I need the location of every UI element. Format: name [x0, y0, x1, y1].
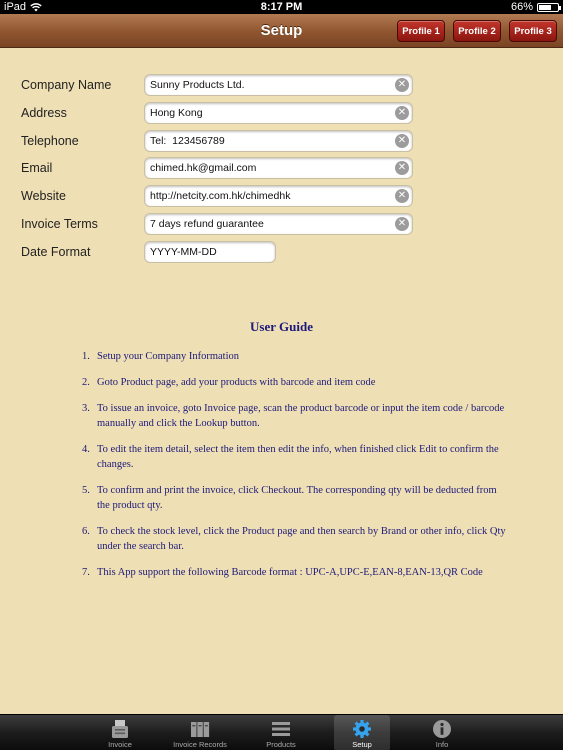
- profile-2-button[interactable]: Profile 2: [453, 20, 501, 42]
- address-label: Address: [21, 106, 67, 120]
- tab-setup[interactable]: [334, 715, 390, 750]
- telephone-value: Tel: 123456789: [150, 135, 225, 147]
- company-name-value: Sunny Products Ltd.: [150, 79, 245, 91]
- invoice-terms-field[interactable]: [144, 213, 413, 235]
- list-item: 1. Setup your Company Information: [82, 351, 240, 362]
- guide-item-text: To confirm and print the invoice, click Checkout. The corresponding qty will be deducted from the product qty.: [97, 485, 497, 511]
- invoice-terms-value: 7 days refund guarantee: [150, 218, 264, 230]
- list-item: 5. To confirm and print the invoice, click Checkout. The corresponding qty will be deducted from the product qty.: [82, 485, 497, 511]
- address-field[interactable]: [144, 102, 413, 124]
- guide-item-text: To edit the item detail, select the item then edit the info, when finished click Edit to confirm the changes.: [97, 444, 499, 470]
- profile-3-button[interactable]: Profile 3: [509, 20, 557, 42]
- clear-icon[interactable]: ✕: [395, 161, 409, 175]
- email-row: [0, 156, 563, 180]
- battery-level: [539, 5, 551, 10]
- company-name-field[interactable]: [144, 74, 413, 96]
- telephone-label: Telephone: [21, 134, 79, 148]
- telephone-field[interactable]: [144, 130, 413, 152]
- tab-invoice[interactable]: [92, 715, 148, 750]
- device-name: iPad: [4, 1, 27, 13]
- list-item: 6. To check the stock level, click the Product page and then search by Brand or other info, click Qty under the search bar.: [82, 526, 506, 552]
- user-guide-title: User Guide: [250, 319, 313, 334]
- website-label: Website: [21, 189, 66, 203]
- guide-item-text: This App support the following Barcode format : UPC-A,UPC-E,EAN-8,EAN-13,QR Code: [97, 567, 483, 578]
- tab-label: Invoice: [108, 740, 132, 749]
- clear-icon[interactable]: ✕: [395, 217, 409, 231]
- status-bar: [0, 0, 563, 14]
- invoice-terms-label: Invoice Terms: [21, 217, 98, 231]
- list-item: 4. To edit the item detail, select the item then edit the info, when finished click Edit to confirm the changes.: [82, 444, 499, 470]
- gear-icon: [352, 719, 372, 739]
- tab-invoice-records[interactable]: [172, 715, 228, 750]
- invoice-terms-row: [0, 212, 563, 236]
- profile-1-button[interactable]: Profile 1: [397, 20, 445, 42]
- company-name-row: [0, 73, 563, 97]
- battery-percent: 66%: [510, 1, 533, 13]
- telephone-row: [0, 129, 563, 153]
- tab-label: Setup: [352, 740, 372, 749]
- tab-bar: [0, 714, 563, 750]
- website-field[interactable]: [144, 185, 413, 207]
- clear-icon[interactable]: ✕: [395, 78, 409, 92]
- records-icon: [190, 719, 210, 739]
- clear-icon[interactable]: ✕: [395, 189, 409, 203]
- date-format-field[interactable]: [144, 241, 276, 263]
- list-item: 3. To issue an invoice, goto Invoice page, scan the product barcode or input the item code / barcode manually and click the Lookup button.: [82, 403, 505, 429]
- date-format-value: YYYY-MM-DD: [150, 246, 217, 258]
- date-format-label: Date Format: [21, 245, 91, 259]
- invoice-icon: [110, 719, 130, 739]
- email-field[interactable]: [144, 157, 413, 179]
- page-title: Setup: [260, 22, 303, 39]
- tab-label: Products: [266, 740, 296, 749]
- list-item: 7. This App support the following Barcode format : UPC-A,UPC-E,EAN-8,EAN-13,QR Code: [82, 567, 483, 578]
- user-guide-list: [78, 349, 508, 591]
- status-time: 8:17 PM: [260, 1, 303, 13]
- address-value: Hong Kong: [150, 107, 203, 119]
- info-icon: [432, 719, 452, 739]
- guide-item-text: Setup your Company Information: [97, 351, 240, 362]
- guide-item-text: Goto Product page, add your products with barcode and item code: [97, 377, 376, 388]
- clear-icon[interactable]: ✕: [395, 106, 409, 120]
- guide-item-text: To check the stock level, click the Product page and then search by Brand or other info, click Qty under the search bar.: [97, 526, 506, 552]
- battery-icon: [537, 3, 559, 12]
- email-label: Email: [21, 161, 53, 175]
- tab-label: Info: [435, 740, 449, 749]
- tab-products[interactable]: [253, 715, 309, 750]
- address-row: [0, 101, 563, 125]
- date-format-row: [0, 240, 563, 264]
- products-icon: [271, 719, 291, 739]
- tab-label: Invoice Records: [173, 740, 227, 749]
- nav-bar: [0, 14, 563, 48]
- website-value: http://netcity.com.hk/chimedhk: [150, 190, 291, 202]
- list-item: 2. Goto Product page, add your products with barcode and item code: [82, 377, 376, 388]
- tab-info[interactable]: [414, 715, 470, 750]
- company-name-label: Company Name: [21, 78, 112, 92]
- clear-icon[interactable]: ✕: [395, 134, 409, 148]
- website-row: [0, 184, 563, 208]
- guide-item-text: To issue an invoice, goto Invoice page, scan the product barcode or input the item code / barcode manually and click the Lookup button.: [97, 403, 505, 429]
- email-value: chimed.hk@gmail.com: [150, 162, 257, 174]
